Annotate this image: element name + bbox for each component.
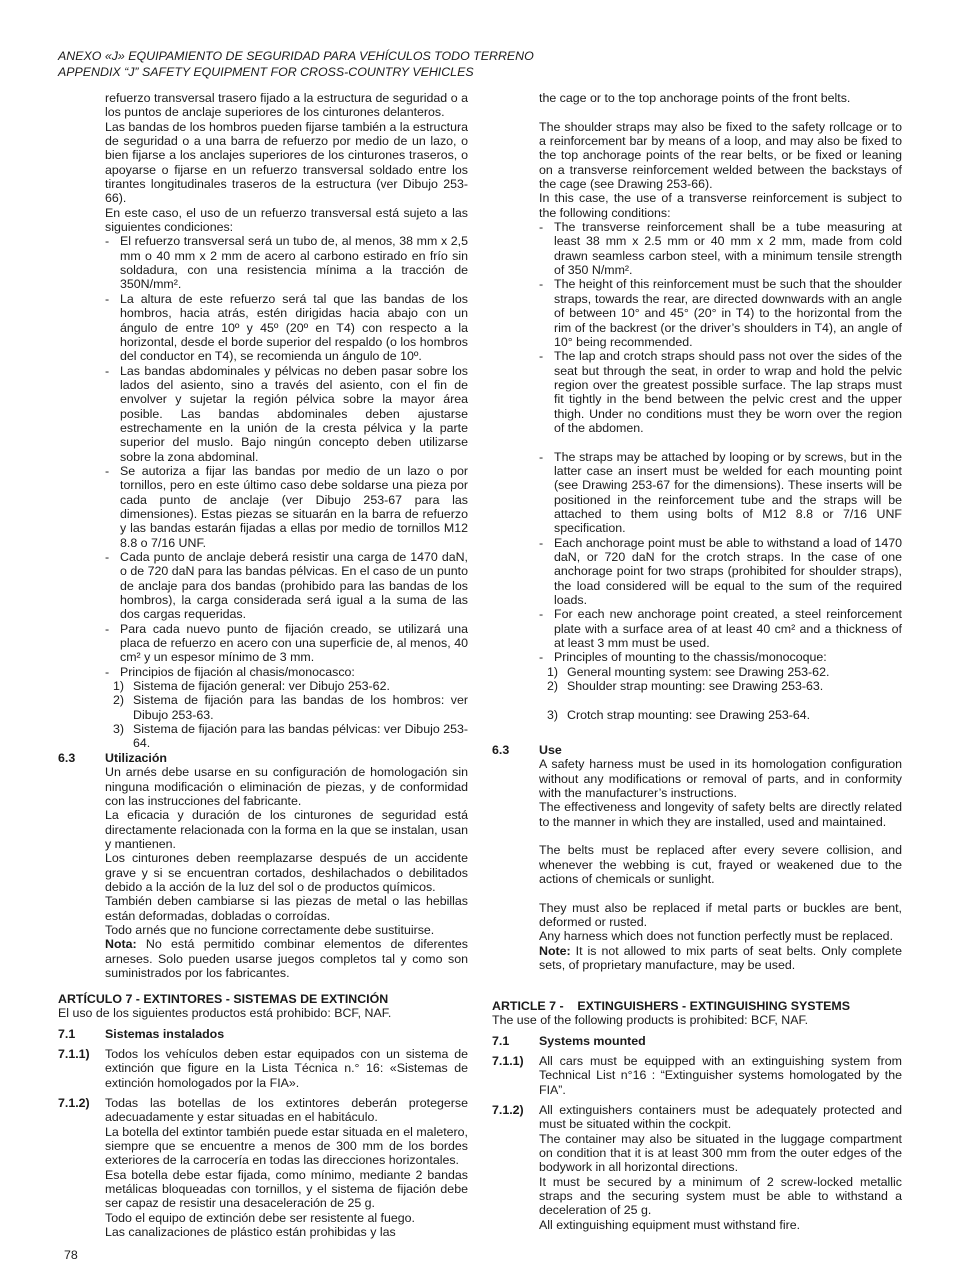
- list-item: - The height of this reinforcement must be such that the shoulder straps, towards the rear, are directed downwards with an angle of between 10° and 45° (20° in T4) to the horizontal from the rim of the backrest (or the driver’s shoulders in T4), an angle of 10° being recommended.: [539, 277, 902, 349]
- section-heading: [492, 1034, 902, 1048]
- right-harness-section: [492, 91, 902, 743]
- clause-7-1-1: [58, 1047, 468, 1090]
- paragraph: It must be secured by a minimum of 2 screw-locked metallic straps and the securing system must be able to withstand a deceleration of 25 g.: [539, 1174, 902, 1218]
- left-harness-section: [58, 91, 468, 751]
- paragraph: The effectiveness and longevity of safety belts are directly related to the manner in which they are installed, used and maintained.: [539, 800, 902, 829]
- list-item: - The transverse reinforcement shall be a tube measuring at least 38 mm x 2.5 mm or 40 mm x 2 mm, made from cold drawn seamless carbon steel, with a minimum tensile strength of 350 N/mm².: [539, 220, 902, 278]
- article-title: ARTÍCULO 7 - EXTINTORES - SISTEMAS DE EXTINCIÓN: [58, 991, 389, 1006]
- page-number: 78: [64, 1247, 78, 1262]
- list-text: For each new anchorage point created, a steel reinforcement plate with a surface area of at least 40 cm² and a thickness of at least 3 mm must be used.: [554, 607, 902, 651]
- paragraph: Todas las botellas de los extintores deberán protegerse adecuadamente y estar situadas en el habitáculo.: [105, 1095, 468, 1125]
- paragraph: La botella del extintor también puede estar situada en el maletero, siempre que se encuentre a menos de 300 mm de los bordes exteriores de la carrocería en todas las direcciones horizontales.: [105, 1124, 469, 1168]
- item-text: Sistema de fijación para las bandas de los hombros: ver Dibujo 253-63.: [133, 693, 468, 722]
- paragraph: Los cinturones deben reemplazarse después de un accidente grave y si se encuentran cortados, deshilachados o debilitados debido a la acción de la luz del sol o de productos químicos.: [105, 851, 468, 894]
- list-item: - The straps may be attached by looping or by screws, but in the latter case an insert must be welded for each mounting point (see Drawing 253-67 for the dimensions). These inserts will be positioned in the reinforcement tube and the straps will be attached to them using bolts of M12 8.8 or 7/16 UNF specification.: [539, 449, 902, 536]
- clause-7-1-2: [492, 1103, 902, 1232]
- right-section-6-3: [492, 743, 902, 999]
- numbered-item: [547, 665, 902, 679]
- paragraph: Todo el equipo de extinción debe ser resistente al fuego.: [105, 1210, 415, 1225]
- section-title: Utilización: [105, 750, 167, 765]
- list-text: Cada punto de anclaje deberá resistir una carga de 1470 daN, o de 720 daN para las bandas pélvicas. En el caso de un punto de anclaje para dos bandas (prohibido para las bandas de los hombros), la carga considerada será igual a la suma de las dos cargas requeridas.: [120, 550, 468, 622]
- item-number: 1): [547, 664, 559, 679]
- paragraph: All extinguishing equipment must withstand fire.: [539, 1217, 801, 1232]
- list-text: Se autoriza a fijar las bandas por medio de un lazo o por tornillos, pero en este último caso debe soldarse una pieza por cada punto de anclaje (ver Dibujo 253-67 para las dimensiones). Estas piezas se situarán en la barra de refuerzo y las bandas estarán fijadas a ellas por medio de tornillos M12 8.8 o 7/16 UNF.: [120, 463, 468, 550]
- clause-7-1-1: [492, 1054, 902, 1097]
- paragraph: The container may also be situated in the luggage compartment on condition that it is at least 300 mm from the outer edges of the bodywork in all horizontal directions.: [539, 1131, 902, 1175]
- list-text: Principios de fijación al chasis/monocasco:: [120, 664, 355, 679]
- list-text: Each anchorage point must be able to withstand a load of 1470 daN, or 720 daN for the crotch straps. In the case of one anchorage point for two straps (prohibited for shoulder straps), the load considered will be equal to the sum of the required loads.: [554, 535, 902, 608]
- paragraph: Las bandas de los hombros pueden fijarse también a la estructura de seguridad o a una barra de refuerzo por medio de un lazo, o bien fijarse a los anclajes superiores de los cinturones traseros, o apoyarse o fijarse en un refuerzo transversal soldado entre los tirantes longitudinales traseros de la estructura (ver Dibujo 253-66).: [105, 119, 468, 206]
- header-spanish: ANEXO «J» EQUIPAMIENTO DE SEGURIDAD PARA VEHÍCULOS TODO TERRENO: [58, 49, 534, 63]
- paragraph: the cage or to the top anchorage points of the front belts.: [539, 91, 851, 105]
- left-article-7: [58, 992, 468, 1244]
- item-number: 3): [547, 707, 559, 722]
- paragraph: También deben cambiarse si las piezas de metal o las hebillas están deformadas, dobladas o corroídas.: [105, 894, 468, 923]
- list-text: The height of this reinforcement must be such that the shoulder straps, towards the rear, are directed downwards with an angle of between 10° and 45° (20° in T4) to the horizontal from the rim of the backrest (or the driver’s shoulders in T4), an angle of 10° being recommended.: [554, 277, 902, 349]
- right-article-7: [492, 999, 902, 1232]
- paragraph: El uso de los siguientes productos está prohibido: BCF, NAF.: [58, 1006, 392, 1021]
- paragraph: Esa botella debe estar fijada, como mínimo, mediante 2 bandas metálicas bloqueadas con tornillos, y el sistema de fijación debe ser capaz de resistir una desaceleración de 25 g.: [105, 1167, 468, 1211]
- list-item: - Las bandas abdominales y pélvicas no deben pasar sobre los lados del asiento, sino a través del asiento, con el fin de envolver y sujetar la región pélvica sobre la mayor área posible. Las bandas abdominales deben ajustarse estrechamente en la unión de la cresta pélvica y la parte superior del muslo. Bajo ningún concepto deben utilizarse sobre la zona abdominal.: [105, 363, 468, 464]
- item-text: Sistema de fijación para las bandas pélvicas: ver Dibujo 253-64.: [133, 722, 468, 751]
- item-text: Shoulder strap mounting: see Drawing 253-63.: [567, 679, 824, 694]
- note-label: Note:: [539, 943, 571, 958]
- paragraph: The shoulder straps may also be fixed to the safety rollcage or to a reinforcement bar by means of a loop, and may also be fixed to the top anchorage points of the rear belts, or be fixed or leaning on a transverse reinforcement welded between the backstays of the cage (see Drawing 253-66).: [539, 119, 902, 192]
- section-title: Systems mounted: [539, 1033, 646, 1048]
- paragraph: La eficacia y duración de los cinturones de seguridad está directamente relacionada con la forma en la que se instalan, usan y mantienen.: [105, 808, 468, 851]
- list-text: The transverse reinforcement shall be a tube measuring at least 38 mm x 2.5 mm or 40 mm x 2 mm, made from cold drawn seamless carbon steel, with a minimum tensile strength of 350 N/mm².: [554, 220, 902, 278]
- item-text: Crotch strap mounting: see Drawing 253-64.: [567, 707, 811, 722]
- section-number: 7.1: [492, 1033, 510, 1048]
- note-text: It is not allowed to mix parts of seat belts. Only complete sets, of proprietary manufacture, may be used.: [539, 943, 902, 973]
- article-title: ARTICLE 7 - EXTINGUISHERS - EXTINGUISHING SYSTEMS: [492, 999, 850, 1013]
- paragraph: Las canalizaciones de plástico están prohibidas y las: [105, 1224, 396, 1239]
- clause-text: All cars must be equipped with an extinguishing system from Technical List n°16 : “Extinguisher systems homologated by the FIA”.: [539, 1054, 902, 1097]
- section-title: Sistemas instalados: [105, 1026, 225, 1041]
- numbered-item: [113, 679, 468, 693]
- paragraph: refuerzo transversal trasero fijado a la estructura de seguridad o a los puntos de anclaje superiores de los cinturones delanteros.: [105, 91, 468, 120]
- numbered-item: [547, 708, 902, 722]
- note: [539, 944, 902, 973]
- item-number: 3): [113, 722, 125, 737]
- item-text: Sistema de fijación general: ver Dibujo 253-62.: [133, 679, 390, 694]
- section-number: 6.3: [58, 750, 76, 765]
- paragraph: The use of the following products is prohibited: BCF, NAF.: [492, 1013, 809, 1028]
- note: [105, 937, 468, 980]
- item-number: 1): [113, 679, 125, 694]
- list-item: - For each new anchorage point created, a steel reinforcement plate with a surface area of at least 40 cm² and a thickness of at least 3 mm must be used.: [539, 607, 902, 651]
- list-text: Para cada nuevo punto de fijación creado, se utilizará una placa de refuerzo en acero con una superficie de, al menos, 40 cm² y un espesor mínimo de 3 mm.: [120, 621, 468, 665]
- paragraph: Un arnés debe usarse en su configuración de homologación sin ninguna modificación o eliminación de piezas, y de conformidad con las instrucciones del fabricante.: [105, 765, 468, 808]
- clause-number: 7.1.2): [492, 1103, 524, 1118]
- paragraph: The belts must be replaced after every severe collision, and whenever the webbing is cut, frayed or weakened due to the actions of chemicals or sunlight.: [539, 843, 902, 887]
- section-number: 6.3: [492, 743, 510, 757]
- list-text: El refuerzo transversal será un tubo de, al menos, 38 mm x 2,5 mm o 40 mm x 2 mm de acero al carbono estirado en frío sin soldadura, con una resistencia mínima a la tracción de 350N/mm².: [120, 234, 468, 292]
- paragraph: Any harness which does not function perfectly must be replaced.: [539, 929, 894, 944]
- right-column: [492, 91, 902, 1232]
- list-text: Principles of mounting to the chassis/monocoque:: [554, 650, 827, 665]
- list-text: The lap and crotch straps should pass not over the sides of the seat but through the seat, in order to wrap and hold the pelvic region over the greatest possible surface. The lap straps must fit tightly in the bend between the pelvic crest and the upper thigh. Under no conditions must they be worn over the region of the abdomen.: [554, 349, 902, 435]
- section-number: 7.1: [58, 1026, 76, 1041]
- section-title: Use: [539, 743, 562, 757]
- left-section-6-3: [58, 751, 468, 992]
- clause-number: 7.1.1): [58, 1046, 90, 1061]
- numbered-item: [113, 722, 468, 751]
- list-item: - The lap and crotch straps should pass not over the sides of the seat but through the seat, in order to wrap and hold the pelvic region over the greatest possible surface. The lap straps must fit tightly in the bend between the pelvic crest and the upper thigh. Under no conditions must they be worn over the region of the abdomen.: [539, 349, 902, 435]
- list-item: - Each anchorage point must be able to withstand a load of 1470 daN, or 720 daN for the crotch straps. In the case of one anchorage point for two straps (prohibited for shoulder straps), the load considered will be equal to the sum of the required loads.: [539, 535, 902, 608]
- paragraph: A safety harness must be used in its homologation configuration without any modifications or removal of parts, and in conformity with the manufacturer’s instructions.: [539, 757, 902, 801]
- list-text: La altura de este refuerzo será tal que las bandas de los hombros, hacia atrás, estén dirigidas hacia abajo con un ángulo de entre 10º y 45º (20º en T4) con respecto a la horizontal, desde el borde superior del respaldo (o los hombros del conductor en T4), se recomienda un ángulo de 10º.: [120, 291, 468, 364]
- section-heading: [58, 751, 468, 765]
- numbered-item: [113, 693, 468, 722]
- list-text: Las bandas abdominales y pélvicas no deben pasar sobre los lados del asiento, sino a través del asiento, con el fin de envolver y sujetar la región pélvica sobre la mayor área posible. Las bandas abdominales deben ajustarse estrechamente en la unión de la cresta pélvica y la parte superior del muslo. Bajo ningún concepto deben utilizarse sobre la zona abdominal.: [120, 363, 468, 464]
- list-item: - El refuerzo transversal será un tubo de, al menos, 38 mm x 2,5 mm o 40 mm x 2 mm de acero al carbono estirado en frío sin soldadura, con una resistencia mínima a la tracción de 350N/mm².: [105, 234, 468, 292]
- paragraph: All extinguishers containers must be adequately protected and must be situated within the cockpit.: [539, 1103, 902, 1132]
- numbered-item: [547, 679, 902, 693]
- list-item: - Para cada nuevo punto de fijación creado, se utilizará una placa de refuerzo en acero con una superficie de, al menos, 40 cm² y un espesor mínimo de 3 mm.: [105, 621, 468, 665]
- note-label: Nota:: [105, 937, 137, 952]
- list-item: - Se autoriza a fijar las bandas por medio de un lazo o por tornillos, pero en este último caso debe soldarse una pieza por cada punto de anclaje (ver Dibujo 253-67 para las dimensiones). Estas piezas se situarán en la barra de refuerzo y las bandas estarán fijadas a ellas por medio de tornillos M12 8.8 o 7/16 UNF.: [105, 463, 468, 550]
- paragraph: En este caso, el uso de un refuerzo transversal está sujeto a las siguientes condiciones:: [105, 205, 468, 235]
- section-heading: [492, 743, 902, 757]
- running-header: [58, 49, 534, 80]
- paragraph: In this case, the use of a transverse reinforcement is subject to the following conditions:: [539, 191, 902, 220]
- header-english: APPENDIX “J” SAFETY EQUIPMENT FOR CROSS-COUNTRY VEHICLES: [58, 64, 474, 79]
- left-column: [58, 91, 468, 1262]
- paragraph: Todo arnés que no funcione correctamente debe sustituirse.: [105, 922, 435, 937]
- list-item: - La altura de este refuerzo será tal que las bandas de los hombros, hacia atrás, estén dirigidas hacia abajo con un ángulo de entre 10º y 45º (20º en T4) con respecto a la horizontal, desde el borde superior del respaldo (o los hombros del conductor en T4), se recomienda un ángulo de 10º.: [105, 291, 468, 364]
- item-number: 2): [547, 679, 559, 694]
- section-heading: [58, 1027, 468, 1041]
- clause-7-1-2: [58, 1096, 468, 1239]
- list-item: - Principios de fijación al chasis/monocasco:: [105, 665, 468, 679]
- clause-number: 7.1.2): [58, 1095, 90, 1110]
- clause-number: 7.1.1): [492, 1054, 524, 1069]
- item-number: 2): [113, 693, 125, 708]
- paragraph: They must also be replaced if metal parts or buckles are bent, deformed or rusted.: [539, 900, 902, 930]
- list-text: The straps may be attached by looping or by screws, but in the latter case an insert must be welded for each mounting point (see Drawing 253-67 for the dimensions). These inserts will be positioned in the reinforcement tube and the straps will be attached to them using bolts of M12 8.8 or 7/16 UNF specification.: [554, 449, 902, 536]
- list-item: - Cada punto de anclaje deberá resistir una carga de 1470 daN, o de 720 daN para las bandas pélvicas. En el caso de un punto de anclaje para dos bandas (prohibido para las bandas de los hombros), la carga considerada será igual a la suma de las dos cargas requeridas.: [105, 550, 468, 622]
- list-item: - Principles of mounting to the chassis/monocoque:: [539, 650, 902, 664]
- note-text: No está permitido combinar elementos de diferentes arneses. Solo pueden usarse juegos completos tal y como son suministrados por los fabricantes.: [105, 937, 468, 980]
- item-text: General mounting system: see Drawing 253-62.: [567, 664, 830, 679]
- clause-text: Todos los vehículos deben estar equipados con un sistema de extinción que figure en la Lista Técnica n.° 16: «Sistemas de extinción homologados por la FIA».: [105, 1046, 468, 1090]
